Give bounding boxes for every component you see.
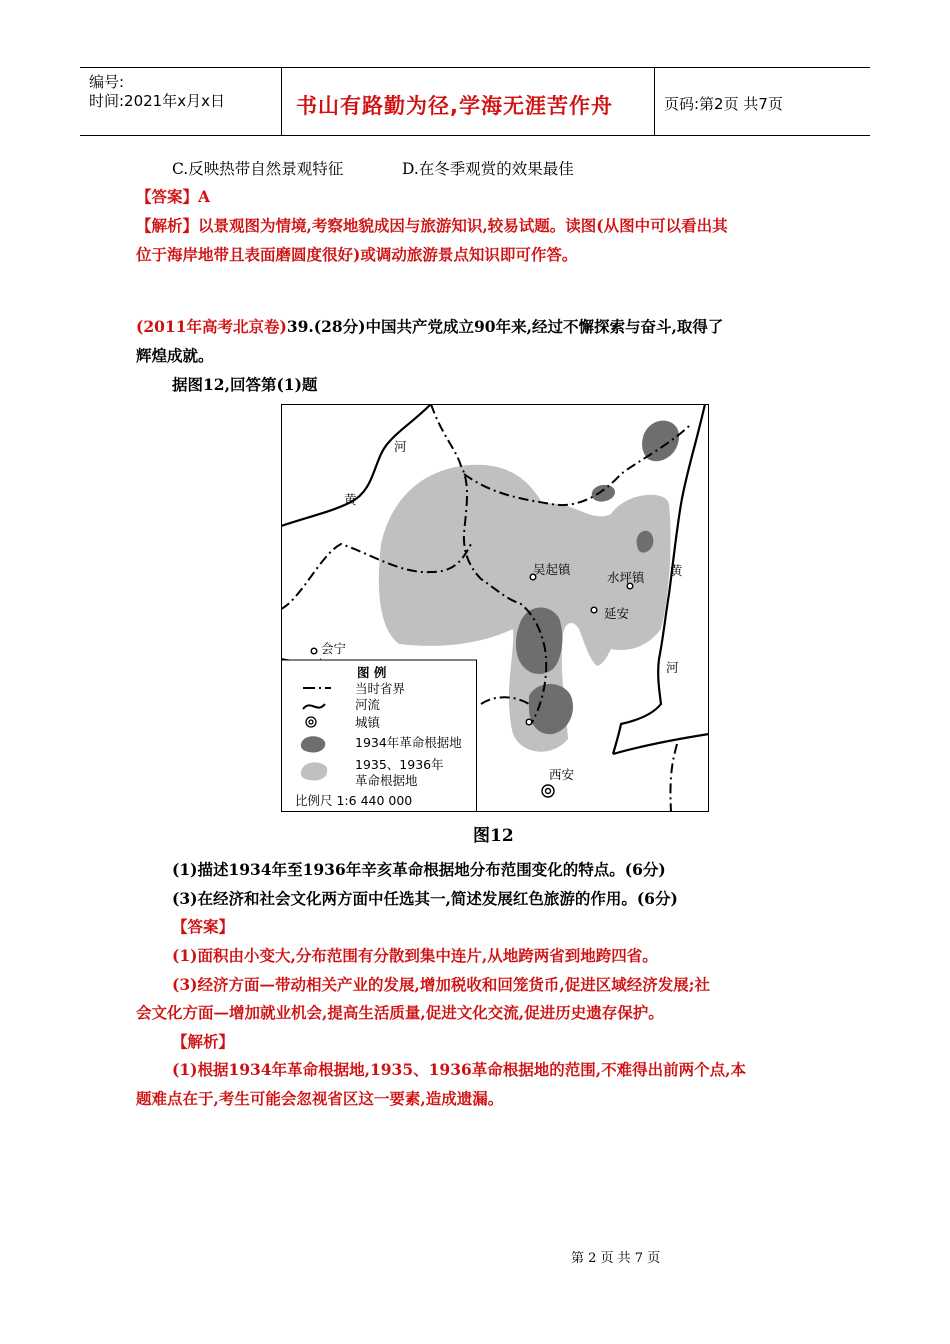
town-label-wuqi: 吴起镇 [533,562,571,577]
city-xian-inner [546,789,551,794]
river-label-he-nw: 河 [394,439,407,454]
answer2-line2: (3)经济方面—带动相关产业的发展,增加税收和回笼货币,促进区域经济发展;社 [172,975,710,994]
legend-border-label: 当时省界 [355,681,406,696]
figure-caption: 图12 [473,826,514,846]
header-date: 时间:2021年x月x日 [89,92,225,110]
analysis2-line1: (1)根据1934年革命根据地,1935、1936革命根据地的范围,不难得出前两个点,本 [172,1060,747,1079]
answer2-line1: (1)面积由小变大,分布范围有分散到集中连片,从地跨两省到地跨四省。 [172,946,658,965]
header-divider-left [281,67,282,136]
map-legend [282,660,477,812]
legend-1935-label-line2: 革命根据地 [355,773,418,788]
footer-page-number: 第 2 页 共 7 页 [571,1251,661,1266]
analysis1-line1: 【解析】以景观图为情境,考察地貌成因与旅游知识,较易试题。读图(从图中可以看出其 [136,216,728,235]
town-huining-marker [311,648,317,654]
town-label-huining: 会宁 [321,641,347,656]
analysis2-line2: 题难点在于,考生可能会忽视省区这一要素,造成遗漏。 [136,1089,504,1108]
town-yanan-marker [591,607,597,613]
question-line1: (2011年高考北京卷)39.(28分)中国共产党成立90年来,经过不懈探索与奋斗,取得了 [136,317,724,336]
question-source: (2011年高考北京卷) [136,317,287,336]
header-number: 编号: [89,73,125,91]
header-divider-right [654,67,655,136]
header-page: 页码:第2页 共7页 [664,95,783,113]
analysis1-line2: 位于海岸地带且表面磨圆度很好)或调动旅游景点知识即可作答。 [136,245,578,264]
town-label-yanan: 延安 [604,606,630,621]
answer1 [136,186,210,208]
legend-1934-label: 1934年革命根据地 [355,735,462,750]
answer2-line3: 会文化方面—增加就业机会,提高生活质量,促进文化交流,促进历史遗存保护。 [136,1003,664,1022]
town-label-xian: 西安 [549,767,575,782]
header-motto: 书山有路勤为径,学海无涯苦作舟 [296,94,613,118]
river-label-he-e: 河 [666,660,679,675]
analysis2-label: 【解析】 [172,1032,235,1051]
answer1-value: A [198,187,211,206]
header-top-border [80,67,870,68]
map-figure-12 [281,404,709,812]
analysis1-label: 【解析】 [136,216,199,235]
legend-town-inner [309,720,313,724]
river-label-huang-w: 黄 [344,492,357,507]
answer1-label: 【答案】 [136,187,199,206]
legend-1935-label-line1: 1935、1936年 [355,757,444,772]
town-label-shuiping: 水坪镇 [607,570,645,585]
legend-scale: 比例尺 1:6 440 000 [295,793,413,808]
header-bottom-border [80,135,870,136]
legend-title: 图 例 [357,665,387,680]
option-d: D.在冬季观赏的效果最佳 [402,160,574,178]
legend-river-label: 河流 [355,697,381,712]
base-area-1934-central [516,608,562,675]
option-c: C.反映热带自然景观特征 [172,160,344,178]
instruction: 据图12,回答第(1)题 [172,375,318,394]
question-1: (1)描述1934年至1936年辛亥革命根据地分布范围变化的特点。(6分) [172,860,666,879]
question-3: (3)在经济和社会文化两方面中任选其一,简述发展红色旅游的作用。(6分) [172,889,678,908]
legend-town-label: 城镇 [355,715,381,730]
town-south-marker [526,719,532,725]
river-label-huang-e: 黄 [670,563,683,578]
answer2-label: 【答案】 [172,917,235,936]
question-line2: 辉煌成就。 [136,346,214,365]
